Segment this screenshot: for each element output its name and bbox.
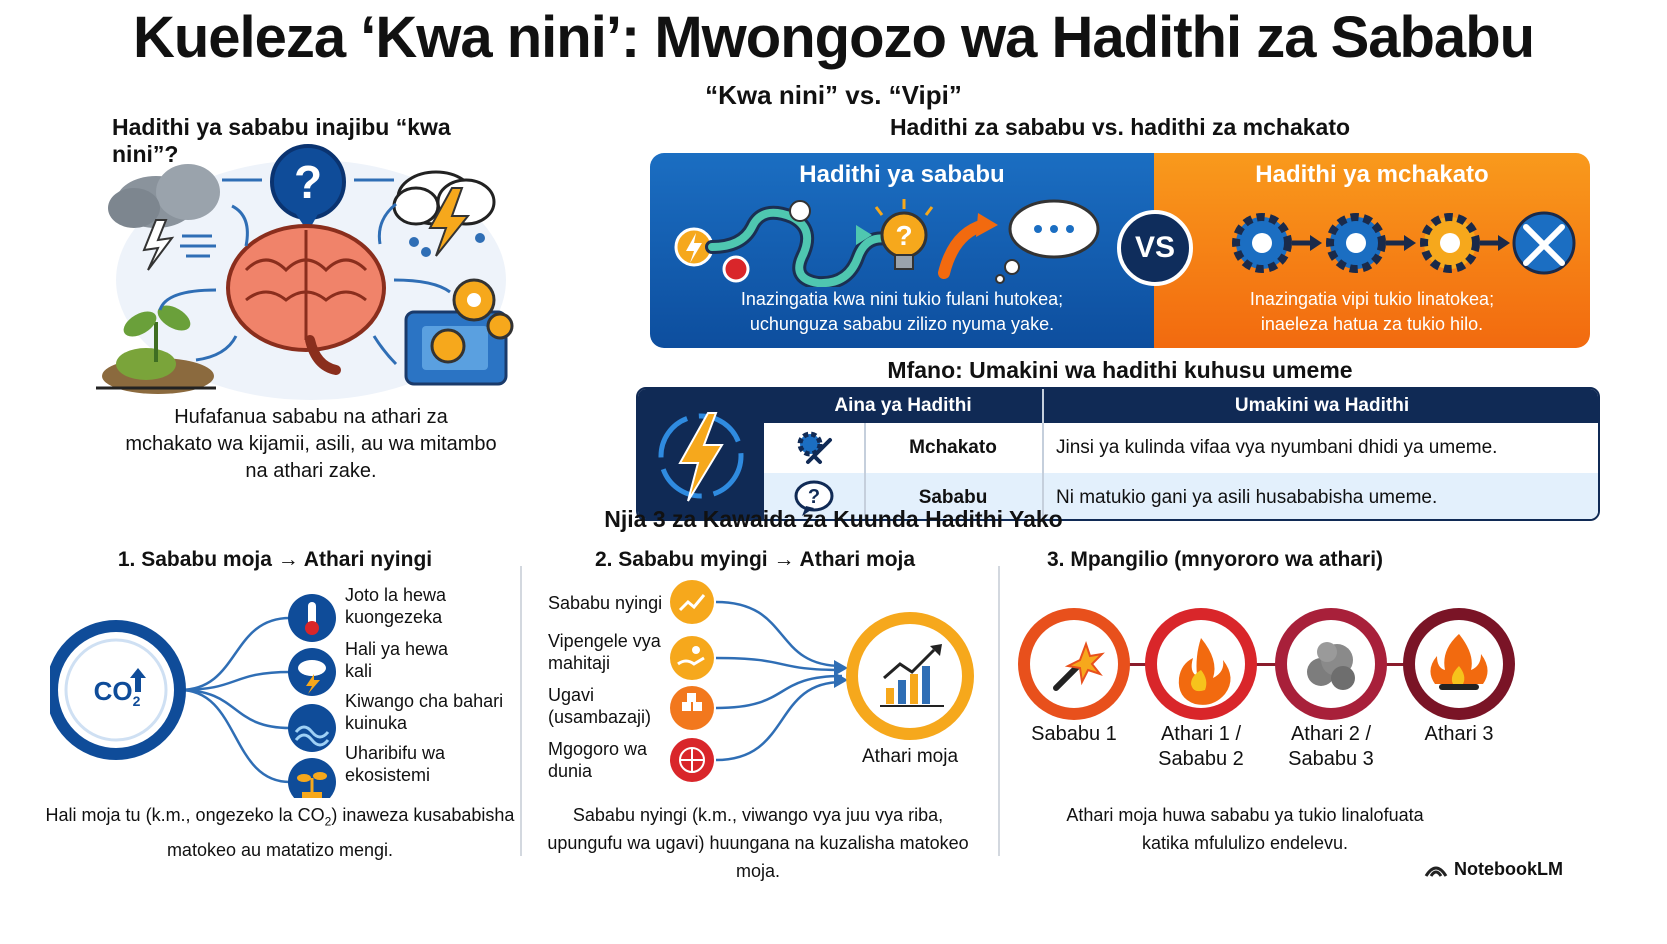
way2-cause	[548, 630, 661, 674]
example-heading: Mfano: Umakini wa hadithi kuhusu umeme	[887, 357, 1353, 383]
process-story-panel	[1154, 153, 1590, 348]
co2-label-text: CO	[93, 676, 133, 706]
effect-line: Kiwango cha bahari	[345, 691, 504, 711]
process-story-label: Hadithi ya mchakato	[1255, 161, 1489, 188]
chain-step-label	[1014, 722, 1134, 747]
note-text: ) inaweza kusababisha	[331, 805, 515, 825]
gear-icon	[1236, 217, 1288, 269]
way3-note-line: Athari moja huwa sababu ya tukio linalofuata	[1066, 805, 1424, 825]
way3-heading: 3. Mpangilio (mnyororo wa athari)	[1046, 548, 1384, 571]
row-focus: Jinsi ya kulinda vifaa vya nyumbani dhidi ya umeme.	[1056, 437, 1498, 458]
cause-line: (usambazaji)	[548, 707, 652, 727]
example-table	[636, 387, 1600, 521]
tools-gear-icon	[794, 428, 834, 468]
table-icon-cell	[638, 389, 764, 521]
process-desc-line: Inazingatia vipi tukio linatokea;	[1249, 289, 1495, 309]
intro-heading: Hadithi ya sababu inajibu “kwa nini”?	[112, 114, 451, 167]
note-sub: 2	[324, 814, 332, 829]
lightning-cycle-icon	[638, 389, 764, 521]
causal-path-illustration	[672, 195, 1132, 287]
cause-line: Mgogoro wa	[548, 739, 648, 759]
causal-desc-line: Inazingatia kwa nini tukio fulani hutokea;	[740, 289, 1064, 309]
gear-icon	[1424, 217, 1476, 269]
effect-line: Joto la hewa	[345, 585, 447, 605]
way2-note	[528, 801, 988, 885]
hand-coins-icon	[670, 636, 714, 680]
brand-name: NotebookLM	[1454, 858, 1563, 879]
svg-text:?: ?	[293, 156, 323, 208]
way1-note-line	[20, 801, 540, 836]
spark-icon	[1030, 620, 1118, 708]
intro-text-line: mchakato wa kijamii, asili, au wa mitambo	[125, 433, 497, 455]
thermometer-icon	[288, 594, 336, 642]
process-story-desc	[1154, 287, 1590, 337]
effect-line: ekosistemi	[345, 765, 431, 785]
column-divider	[520, 566, 522, 856]
intro-illustration	[96, 140, 526, 400]
brand-logo	[1424, 856, 1624, 882]
step-line: Athari 3	[1424, 723, 1494, 745]
causal-desc-line: uchunguza sababu zilizo nyuma yake.	[749, 314, 1055, 334]
table-row	[764, 423, 1600, 472]
thought-bubble-icon	[996, 201, 1098, 283]
causal-story-panel	[650, 153, 1154, 348]
causal-story-label: Hadithi ya sababu	[799, 161, 1005, 188]
column-header: Aina ya Hadithi	[834, 395, 972, 416]
step-line: Sababu 1	[1031, 723, 1117, 745]
storm-cloud-icon	[288, 648, 336, 696]
process-desc-line: inaeleza hatua za tukio hilo.	[1260, 314, 1484, 334]
gear-icon	[1330, 217, 1382, 269]
co2-label-sub: 2	[132, 693, 141, 710]
waves-icon	[288, 704, 336, 752]
way2-effect-label: Athari moja	[861, 746, 959, 767]
effect-line: Uharibifu wa	[345, 743, 446, 763]
chain-step-label	[1399, 722, 1519, 747]
cause-line: Sababu nyingi	[548, 593, 663, 613]
intro-text-line: Hufafanua sababu na athari za	[174, 406, 448, 428]
step-line: Sababu 3	[1288, 748, 1374, 770]
wilted-plant-icon	[288, 758, 336, 798]
way2-heading: 2. Sababu myingi → Athari moja	[594, 548, 916, 571]
causal-story-desc	[650, 287, 1154, 337]
intro-text-line: na athari zake.	[245, 460, 377, 482]
ways-heading: Njia 3 za Kawaida za Kuunda Hadithi Yako	[604, 506, 1063, 532]
effect-line: Hali ya hewa	[345, 639, 449, 659]
step-line: Athari 2 /	[1290, 723, 1372, 745]
chart-up-icon	[852, 618, 968, 734]
way2-cause	[548, 684, 651, 728]
up-arrow-icon	[130, 668, 146, 692]
way2-note-line: upungufu wa ugavi) huungana na kuzalisha matokeo moja.	[547, 833, 969, 881]
fire-icon	[1157, 620, 1245, 708]
way2-cause	[548, 738, 647, 782]
chain-step-ring	[1018, 608, 1130, 720]
chain-step-label	[1141, 722, 1261, 772]
step-line: Sababu 2	[1158, 748, 1244, 770]
way3-note-line: katika mfululizo endelevu.	[1141, 833, 1349, 853]
cause-line: Vipengele vya	[548, 631, 661, 651]
way1-note-line: matokeo au matatizo mengi.	[166, 839, 394, 860]
row-focus: Ni matukio gani ya asili husababisha umeme.	[1056, 487, 1438, 508]
chain-step-ring	[1145, 608, 1257, 720]
effect-line: kali	[345, 661, 373, 681]
svg-text:?: ?	[895, 220, 913, 251]
way1-effect	[345, 638, 448, 682]
page-subtitle: “Kwa nini” vs. “Vipi”	[705, 80, 962, 110]
boxes-icon	[670, 686, 714, 730]
row-icon	[764, 423, 864, 472]
step-line: Athari 1 /	[1160, 723, 1242, 745]
cause-line: mahitaji	[548, 653, 611, 673]
notebooklm-icon	[1424, 860, 1448, 878]
cause-line: Ugavi	[548, 685, 595, 705]
table-header	[764, 389, 1600, 423]
column-divider	[998, 566, 1000, 856]
row-type: Mchakato	[909, 437, 997, 458]
effect-line: kuongezeka	[345, 607, 443, 627]
intro-text	[96, 404, 526, 485]
chain-step-ring	[1275, 608, 1387, 720]
way1-heading: 1. Sababu moja → Athari nyingi	[117, 548, 433, 571]
bonfire-icon	[1415, 620, 1503, 708]
way1-effect	[345, 690, 503, 734]
tools-icon	[1514, 213, 1574, 273]
vs-badge: VS	[1117, 210, 1193, 286]
smoke-icon	[1287, 620, 1375, 708]
process-gears-illustration	[1222, 199, 1582, 285]
way1-effect	[345, 742, 445, 786]
note-text: Hali moja tu (k.m., ongezeko la CO	[45, 805, 325, 825]
globe-icon	[670, 738, 714, 782]
svg-text:?: ?	[807, 486, 821, 508]
row-type: Sababu	[918, 487, 988, 508]
rising-chart-icon	[670, 580, 714, 624]
chain-step-ring	[1403, 608, 1515, 720]
cause-line: dunia	[548, 761, 593, 781]
chain-step-label	[1271, 722, 1391, 772]
page-title: Kueleza ‘Kwa nini’: Mwongozo wa Hadithi za Sababu	[132, 5, 1535, 70]
way3-note	[1010, 801, 1480, 857]
way2-note-line: Sababu nyingi (k.m., viwango vya juu vya riba,	[572, 805, 944, 825]
column-header: Umakini wa Hadithi	[1234, 395, 1410, 416]
table-divider	[1042, 389, 1044, 521]
comparison-heading: Hadithi za sababu vs. hadithi za mchakato	[889, 114, 1351, 140]
way1-effect	[345, 584, 446, 628]
effect-line: kuinuka	[345, 713, 408, 733]
way2-cause	[548, 592, 662, 614]
way1-note	[20, 801, 540, 864]
lightbulb-icon	[876, 199, 932, 269]
